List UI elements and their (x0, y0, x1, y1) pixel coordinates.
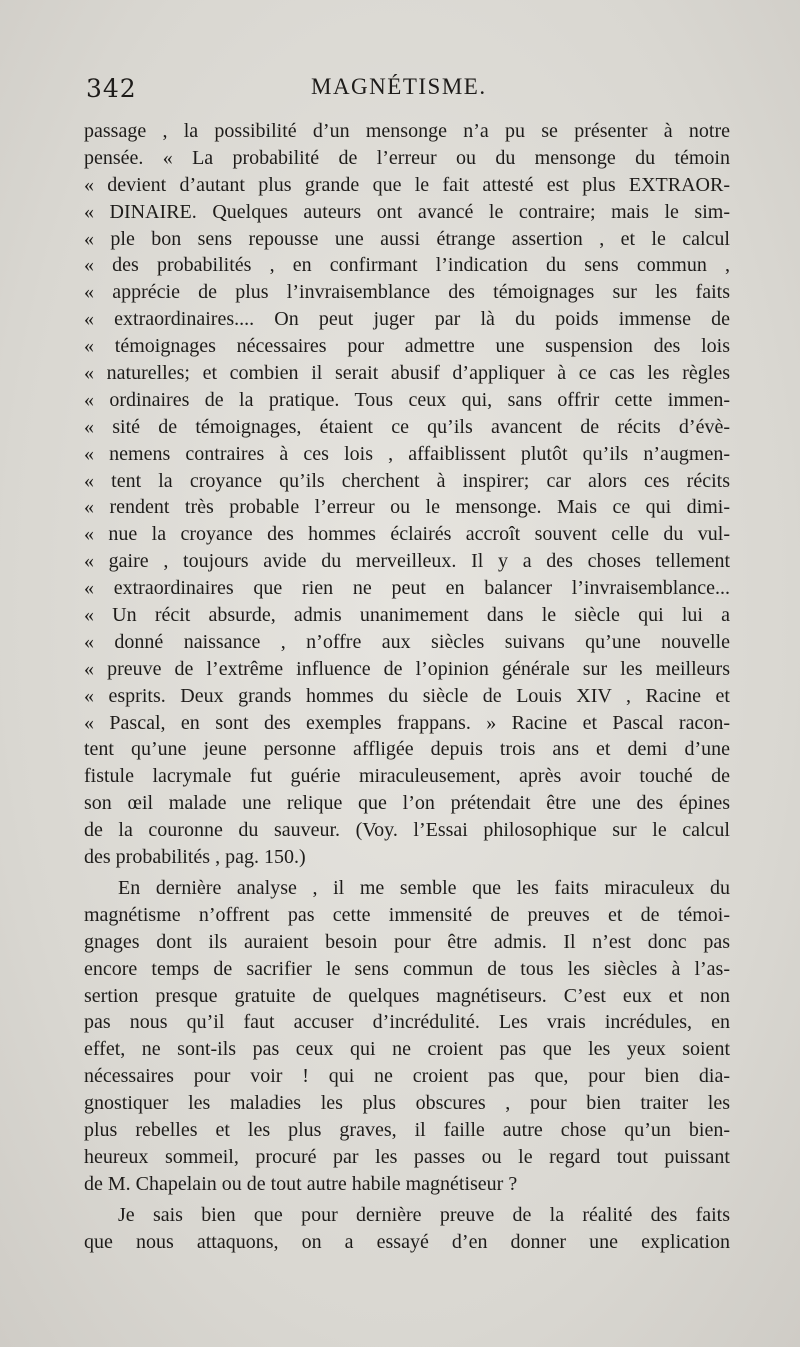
text-line: « sité de témoignages, étaient ce qu’ils avancent de récits d’évè- (84, 415, 730, 438)
text-line: « donné naissance , n’offre aux siècles suivans qu’une nouvelle (84, 630, 730, 653)
text-line: des probabilités , pag. 150.) (84, 846, 306, 869)
text-line: nécessaires pour voir ! qui ne croient pas que, pour bien dia- (84, 1065, 730, 1088)
running-head: MAGNÉTISME. (311, 74, 487, 99)
text-line: heureux sommeil, procuré par les passes ou le regard tout puissant (84, 1145, 730, 1168)
text-line: de la couronne du sauveur. (Voy. l’Essai philosophique sur le calcul (84, 819, 730, 842)
paragraph (84, 1202, 730, 1256)
text-line: son œil malade une relique que l’on prétendait être une des épines (84, 792, 730, 815)
text-line: « DINAIRE. Quelques auteurs ont avancé le contraire; mais le sim- (84, 200, 730, 223)
text-line: « rendent très probable l’erreur ou le mensonge. Mais ce qui dimi- (84, 496, 730, 519)
text-line: plus rebelles et les plus graves, il faille autre chose qu’un bien- (84, 1118, 730, 1141)
text-line: pensée. « La probabilité de l’erreur ou du mensonge du témoin (84, 146, 730, 169)
body-text (84, 118, 730, 1255)
text-line: gnostiquer les maladies les plus obscures , pour bien traiter les (84, 1092, 730, 1115)
text-line: de M. Chapelain ou de tout autre habile magnétiseur ? (84, 1172, 518, 1195)
text-line: « Un récit absurde, admis unanimement dans le siècle qui lui a (84, 604, 730, 627)
text-line: sertion presque gratuite de quelques magnétiseurs. C’est eux et non (84, 984, 730, 1007)
text-line: magnétisme n’offrent pas cette immensité de preuves et de témoi- (84, 903, 730, 926)
text-line: « extraordinaires.... On peut juger par là du poids immense de (84, 308, 730, 331)
page-header (86, 74, 726, 110)
text-line: gnages dont ils auraient besoin pour être admis. Il n’est donc pas (84, 930, 730, 953)
text-line: « apprécie de plus l’invraisemblance des témoignages sur les faits (84, 281, 730, 304)
text-line: tent qu’une jeune personne affligée depuis trois ans et demi d’une (84, 738, 730, 761)
text-line: « témoignages nécessaires pour admettre une suspension des lois (84, 335, 730, 358)
text-line: « des probabilités , en confirmant l’indication du sens commun , (84, 254, 730, 277)
text-line: effet, ne sont-ils pas ceux qui ne croient pas que les yeux soient (84, 1038, 730, 1061)
page-number: 342 (86, 74, 137, 103)
text-line: « gaire , toujours avide du merveilleux. Il y a des choses tellement (84, 550, 730, 573)
paragraph (84, 118, 730, 871)
text-line: « esprits. Deux grands hommes du siècle de Louis XIV , Racine et (84, 684, 730, 707)
text-line: « ordinaires de la pratique. Tous ceux qui, sans offrir cette immen- (84, 388, 730, 411)
text-line: « tent la croyance qu’ils cherchent à inspirer; car alors ces récits (84, 469, 730, 492)
text-line: En dernière analyse , il me semble que les faits miraculeux du (118, 876, 730, 899)
text-line: que nous attaquons, on a essayé d’en donner une explication (84, 1230, 730, 1253)
text-line: « preuve de l’extrême influence de l’opinion générale sur les meilleurs (84, 657, 730, 680)
text-line: « ple bon sens repousse une aussi étrange assertion , et le calcul (84, 227, 730, 250)
text-line: « Pascal, en sont des exemples frappans. » Racine et Pascal racon- (84, 711, 730, 734)
text-line: encore temps de sacrifier le sens commun de tous les siècles à l’as- (84, 957, 730, 980)
text-line: « extraordinaires que rien ne peut en balancer l’invraisemblance... (84, 577, 730, 600)
text-line: passage , la possibilité d’un mensonge n’a pu se présenter à notre (84, 120, 730, 142)
paragraph (84, 875, 730, 1198)
text-line: Je sais bien que pour dernière preuve de la réalité des faits (118, 1203, 730, 1226)
text-line: « naturelles; et combien il serait abusif d’appliquer à ce cas les règles (84, 362, 730, 385)
text-line: « nemens contraires à ces lois , affaiblissent plutôt qu’ils n’augmen- (84, 442, 730, 465)
text-line: fistule lacrymale fut guérie miraculeusement, après avoir touché de (84, 765, 730, 788)
text-line: pas nous qu’il faut accuser d’incrédulité. Les vrais incrédules, en (84, 1011, 730, 1034)
text-line: « devient d’autant plus grande que le fait attesté est plus EXTRAOR- (84, 173, 730, 196)
text-line: « nue la croyance des hommes éclairés accroît souvent celle du vul- (84, 523, 730, 546)
